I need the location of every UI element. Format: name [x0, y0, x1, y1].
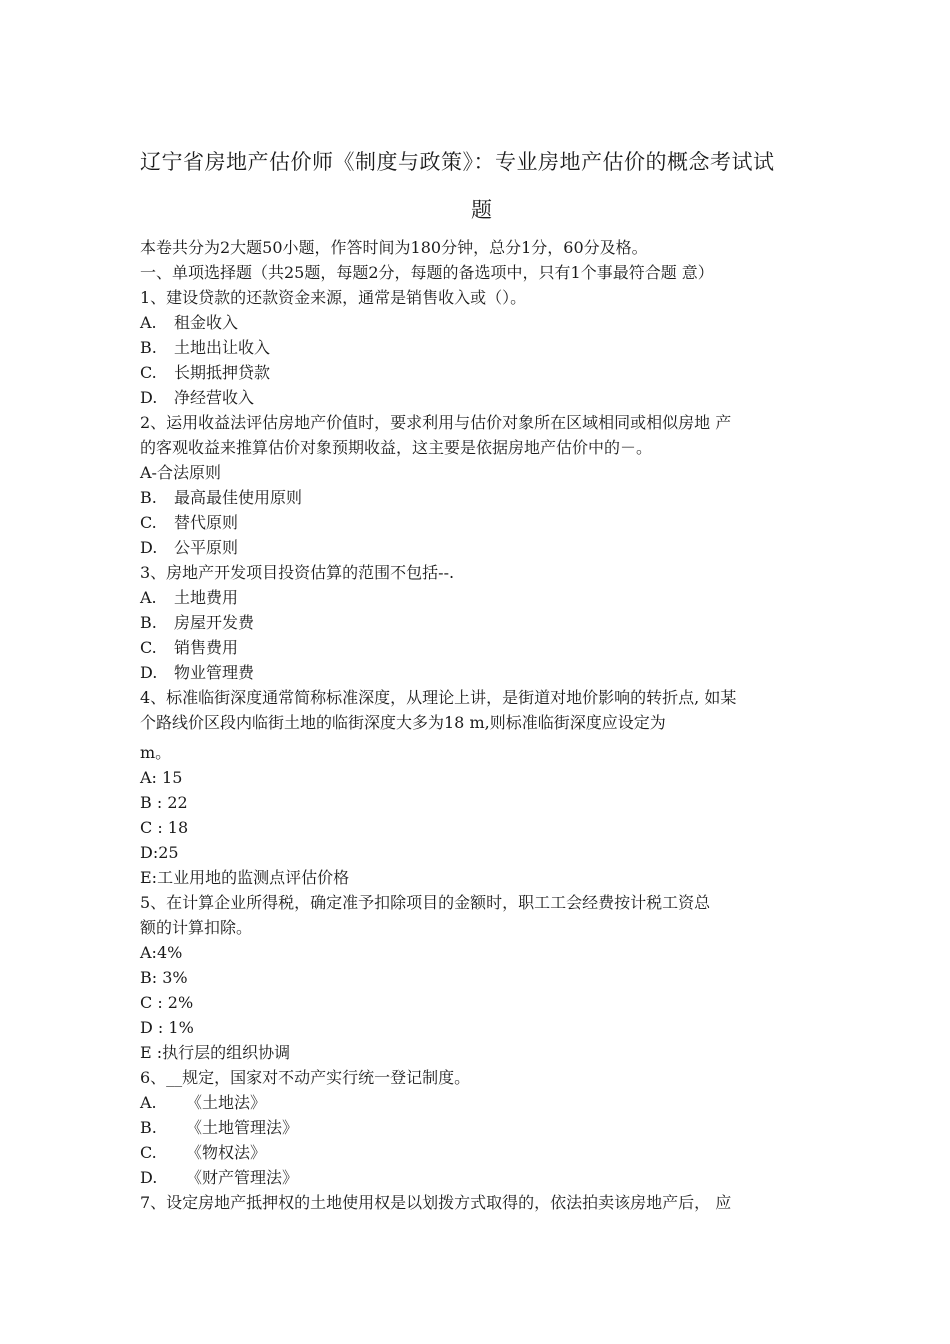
question-5-option-a: A:4%: [140, 943, 183, 962]
question-3-option-c: C. 销售费用: [140, 638, 239, 657]
question-4-option-e: E:工业用地的监测点评估价格: [140, 868, 350, 887]
question-6-option-a: A. 《土地法》: [140, 1093, 267, 1112]
document-title-line-2: 题: [471, 198, 493, 222]
question-5-stem-line-1: 5、在计算企业所得税，确定准予扣除项目的金额时，职工工会经费按计税工资总: [140, 893, 711, 912]
question-5-option-e: E :执行层的组织协调: [140, 1043, 291, 1062]
question-3-stem: 3、房地产开发项目投资估算的范围不包括--.: [140, 563, 455, 582]
question-3-option-a: A. 土地费用: [140, 588, 239, 607]
section-heading: 一、单项选择题（共25题，每题2分，每题的备选项中，只有1个事最符合题 意）: [140, 263, 714, 282]
question-4-stem-line-2: 个路线价区段内临街土地的临街深度大多为18 m,则标准临街深度应设定为: [140, 713, 666, 732]
question-4-stem-line-3: m。: [140, 743, 172, 762]
question-4-option-d: D:25: [140, 843, 179, 862]
question-5-option-b: B: 3%: [140, 968, 188, 987]
question-3-option-b: B. 房屋开发费: [140, 613, 255, 632]
question-2-stem-line-2: 的客观收益来推算估价对象预期收益，这主要是依据房地产估价中的－。: [140, 438, 653, 457]
question-3-option-d: D. 物业管理费: [140, 663, 255, 682]
question-1-option-c: C. 长期抵押贷款: [140, 363, 271, 382]
exam-intro: 本卷共分为2大题50小题，作答时间为180分钟，总分1分，60分及格。: [140, 238, 648, 257]
question-1-stem: 1、建设贷款的还款资金来源，通常是销售收入或（）。: [140, 288, 527, 307]
question-5-option-d: D : 1%: [140, 1018, 194, 1037]
question-2-option-c: C. 替代原则: [140, 513, 239, 532]
question-1-option-b: B. 土地出让收入: [140, 338, 271, 357]
question-2-option-d: D. 公平原则: [140, 538, 239, 557]
question-6-option-b: B. 《土地管理法》: [140, 1118, 299, 1137]
document-title-line-1: 辽宁省房地产估价师《制度与政策》：专业房地产估价的概念考试试: [140, 150, 775, 174]
question-2-option-a: A-合法原则: [140, 463, 221, 482]
question-6-option-c: C. 《物权法》: [140, 1143, 267, 1162]
question-6-option-d: D. 《财产管理法》: [140, 1168, 299, 1187]
question-2-stem-line-1: 2、运用收益法评估房地产价值时，要求利用与估价对象所在区域相同或相似房地 产: [140, 413, 732, 432]
question-4-option-a: A: 15: [140, 768, 183, 787]
question-1-option-d: D. 净经营收入: [140, 388, 255, 407]
question-7-stem-line-1: 7、设定房地产抵押权的土地使用权是以划拨方式取得的，依法拍卖该房地产后， 应: [140, 1193, 732, 1212]
question-6-stem: 6、__规定，国家对不动产实行统一登记制度。: [140, 1068, 471, 1087]
question-5-option-c: C : 2%: [140, 993, 194, 1012]
question-4-option-c: C : 18: [140, 818, 189, 837]
question-5-stem-line-2: 额的计算扣除。: [140, 918, 253, 937]
question-4-option-b: B : 22: [140, 793, 188, 812]
question-1-option-a: A. 租金收入: [140, 313, 239, 332]
question-2-option-b: B. 最高最佳使用原则: [140, 488, 303, 507]
question-4-stem-line-1: 4、标准临街深度通常简称标准深度，从理论上讲，是街道对地价影响的转折点, 如某: [140, 688, 737, 707]
